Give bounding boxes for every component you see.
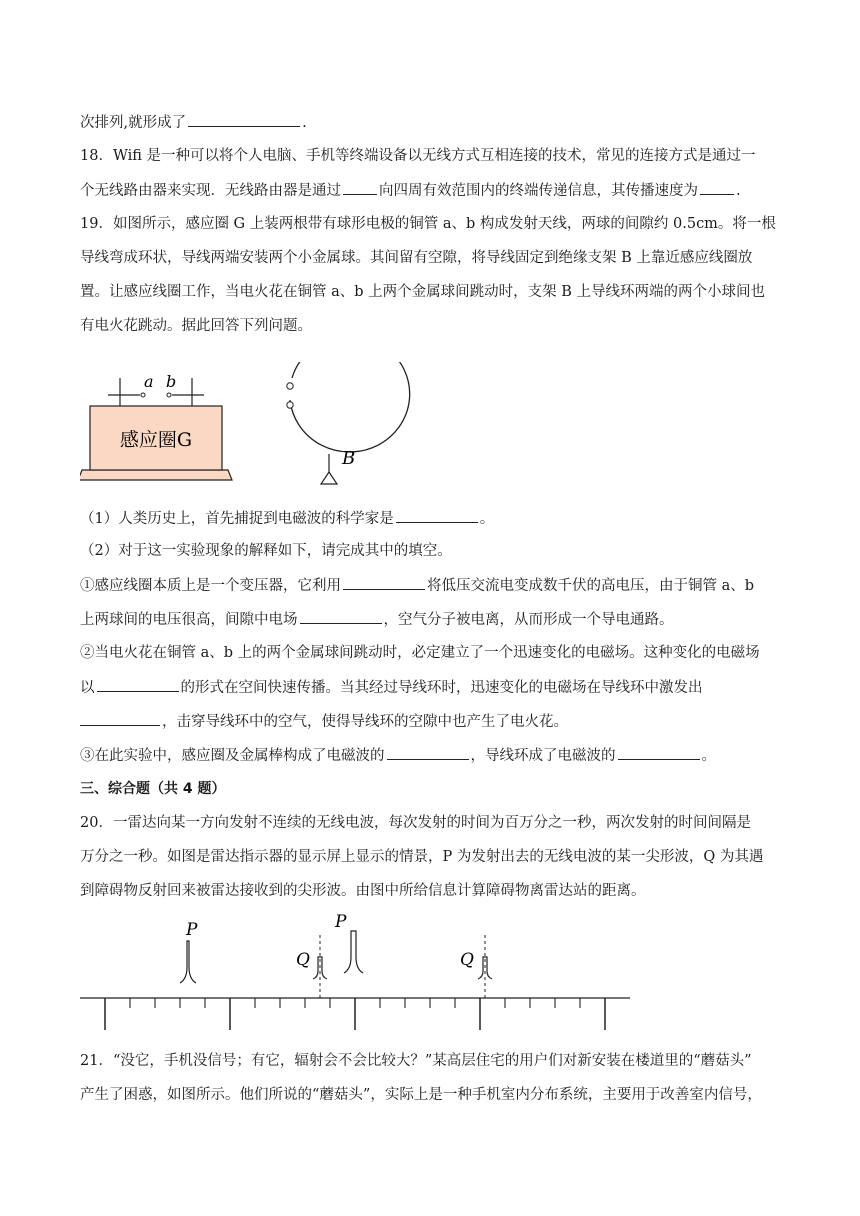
stand-label: B xyxy=(342,448,356,469)
pulse-label-q: Q xyxy=(296,950,310,970)
question-20-line-2: 万分之一秒。如图是雷达指示器的显示屏上显示的情景，P 为发射出去的无线电波的某一尖形波，Q 为其遇 xyxy=(80,849,764,865)
clause-2-line-1: ②当电火花在铜管 a、b 上的两个金属球间跳动时，必定建立了一个迅速变化的电磁场。这种变化的电磁场 xyxy=(80,645,760,661)
answer-blank[interactable] xyxy=(80,711,160,726)
text-fragment: ③在此实验中，感应圈及金属棒构成了电磁波的 xyxy=(80,748,385,764)
section-heading: 三、综合题（共 4 题） xyxy=(80,781,226,797)
coil-label: 感应圈G xyxy=(119,429,193,451)
question-20-line-3: 到障碍物反射回来被雷达接收到的尖形波。由图中所给信息计算障碍物离雷达站的距离。 xyxy=(80,883,646,899)
clause-2-line-2 xyxy=(80,677,780,698)
answer-blank[interactable] xyxy=(343,575,425,590)
question-21-line-1: 21．“没它，手机没信号；有它，辐射会不会比较大？”某高层住宅的用户们对新安装在楼道里的“蘑菇头” xyxy=(80,1053,752,1069)
clause-1-line-1 xyxy=(80,575,780,596)
text-fragment: 的形式在空间快速传播。当其经过导线环时，迅速变化的电磁场在导线环中激发出 xyxy=(180,680,703,696)
text-fragment: 个无线路由器来实现．无线路由器是通过 xyxy=(80,183,341,199)
question-21-line-2: 产生了困惑，如图所示。他们所说的“蘑菇头”，实际上是一种手机室内分布系统，主要用于改善室内信号， xyxy=(80,1087,762,1103)
subquestion-2: （2）对于这一实验现象的解释如下，请完成其中的填空。 xyxy=(80,543,452,559)
question-19-line-1: 19．如图所示，感应圈 G 上装两根带有球形电极的铜管 a、b 构成发射天线，两球的间隙约 0.5cm。将一根 xyxy=(80,216,776,232)
text-fragment: 向四周有效范围内的终端传递信息，其传播速度为 xyxy=(379,183,698,199)
text-fragment: 。 xyxy=(701,748,716,764)
text-fragment: ，空气分子被电离，从而形成一个导电通路。 xyxy=(383,612,674,628)
question-19-line-2: 导线弯成环状，导线两端安装两个小金属球。其间留有空隙，将导线固定到绝缘支架 B 上靠近感应线圈放 xyxy=(80,250,753,266)
pulse-label-p: P xyxy=(186,920,198,940)
answer-blank[interactable] xyxy=(300,609,382,624)
pulse-label-q: Q xyxy=(460,950,474,970)
text-fragment: 。 xyxy=(479,511,495,527)
answer-blank[interactable] xyxy=(97,677,179,692)
induction-coil-figure xyxy=(80,362,420,494)
label-a: a xyxy=(144,372,154,391)
text-fragment: ①感应线圈本质上是一个变压器，它利用 xyxy=(80,578,341,594)
text-fragment: （1）人类历史上，首先捕捉到电磁波的科学家是 xyxy=(80,511,394,527)
text-fragment: . xyxy=(736,183,741,199)
answer-blank[interactable] xyxy=(387,745,469,760)
answer-blank[interactable] xyxy=(343,180,377,195)
question-19-line-4: 有电火花跳动。据此回答下列问题。 xyxy=(80,318,312,334)
answer-blank[interactable] xyxy=(396,508,478,523)
radar-display-figure xyxy=(80,905,640,1035)
tick-marks xyxy=(105,998,605,1030)
text-fragment: 以 xyxy=(80,680,95,696)
text-fragment: ，击穿导线环中的空气，使得导线环的空隙中也产生了电火花。 xyxy=(162,714,568,730)
answer-blank[interactable] xyxy=(618,745,700,760)
answer-blank[interactable] xyxy=(700,180,734,195)
clause-3 xyxy=(80,745,780,766)
text-fragment: ，导线环成了电磁波的 xyxy=(470,748,616,764)
text-fragment: . xyxy=(302,115,307,131)
question-19-line-3: 置。让感应线圈工作，当电火花在铜管 a、b 上两个金属球间跳动时，支架 B 上导线环两端的两个小球间也 xyxy=(80,284,766,300)
clause-2-line-3 xyxy=(80,711,780,732)
text-fragment: 将低压交流电变成数千伏的高电压，由于铜管 a、b xyxy=(427,578,755,594)
clause-1-line-2 xyxy=(80,609,780,630)
label-b: b xyxy=(166,372,177,391)
text-line xyxy=(80,112,780,133)
pulse-label-p: P xyxy=(335,912,347,932)
subquestion-1 xyxy=(80,508,780,529)
text-fragment: 次排列,就形成了 xyxy=(80,115,187,131)
question-18-line-2 xyxy=(80,180,780,201)
text-fragment: 上两球间的电压很高，间隙中电场 xyxy=(80,612,298,628)
question-18-line-1: 18．Wifi 是一种可以将个人电脑、手机等终端设备以无线方式互相连接的技术，常见的连接方式是通过一 xyxy=(80,148,756,164)
answer-blank[interactable] xyxy=(188,112,300,127)
question-20-line-1: 20．一雷达向某一方向发射不连续的无线电波，每次发射的时间为百万分之一秒，两次发射的时间间隔是 xyxy=(80,815,751,831)
